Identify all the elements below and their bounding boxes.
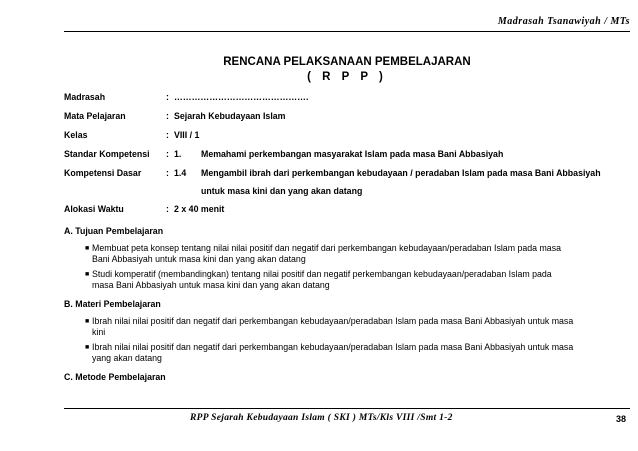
header-school-type: Madrasah Tsanawiyah / MTs — [497, 16, 630, 27]
sk-colon: : — [166, 149, 169, 159]
sk-number: 1. — [174, 149, 182, 159]
kd-number: 1.4 — [174, 168, 187, 178]
section-a-bullet-1 — [64, 243, 574, 265]
madrasah-label: Madrasah — [64, 92, 106, 102]
rpp-sections — [64, 226, 574, 389]
section-b-title: B. Materi Pembelajaran — [64, 299, 161, 309]
kelas-colon: : — [166, 130, 169, 140]
bullet-text: Ibrah nilai nilai positif dan negatif dari perkembangan kebudayaan/peradaban Islam pada masa Bani Abbasiyah untuk masa yang akan datang — [92, 342, 574, 363]
bullet-text: Ibrah nilai nilai positif dan negatif dari perkembangan kebudayaan/peradaban Islam pada masa Bani Abbasiyah untuk masa kini — [92, 316, 574, 337]
kd-text: Mengambil ibrah dari perkembangan kebudayaan / peradaban Islam pada masa Bani Abbasiyah untuk masa kini dan yang akan datang — [201, 168, 601, 196]
mapel-colon: : — [166, 111, 169, 121]
footer-text: RPP Sejarah Kebudayaan Islam ( SKI ) MTs/Kls VIII /Smt 1-2 — [190, 413, 453, 423]
section-b-bullet-2 — [64, 342, 574, 364]
title-line-2: ( R P P ) — [307, 71, 387, 83]
bullet-text: Studi komperatif (membandingkan) tentang nilai positif dan negatif perkembangan kebudayaan/peradaban Islam pada masa Bani Abbasiyah untuk masa kini dan yang akan datang — [92, 269, 552, 290]
title-line-1: RENCANA PELAKSANAAN PEMBELAJARAN — [223, 56, 471, 68]
madrasah-colon: : — [166, 92, 169, 102]
kd-label: Kompetensi Dasar — [64, 168, 142, 178]
section-a-title: A. Tujuan Pembelajaran — [64, 226, 164, 236]
identity-block — [64, 92, 634, 223]
kelas-label: Kelas — [64, 130, 88, 140]
section-c-title: C. Metode Pembelajaran — [64, 372, 166, 382]
row-madrasah — [64, 92, 634, 111]
sk-label: Standar Kompetensi — [64, 149, 150, 159]
kelas-value: VIII / 1 — [174, 130, 200, 140]
document-title — [64, 55, 630, 85]
bullet-square-icon: ■ — [85, 245, 90, 252]
row-alokasi-waktu — [64, 204, 634, 223]
madrasah-value: ………………………………………. — [174, 92, 309, 102]
bullet-text: Membuat peta konsep tentang nilai nilai positif dan negatif dari perkembangan kebudayaan/peradaban Islam pada masa Bani Abbasiyah untuk masa kini dan yang akan datang — [92, 243, 561, 264]
waktu-value: 2 x 40 menit — [174, 204, 225, 214]
waktu-label: Alokasi Waktu — [64, 204, 124, 214]
row-mata-pelajaran — [64, 111, 634, 130]
page-number: 38 — [615, 414, 626, 424]
footer-divider — [64, 408, 630, 409]
mapel-label: Mata Pelajaran — [64, 111, 126, 121]
sk-text: Memahami perkembangan masyarakat Islam pada masa Bani Abbasiyah — [201, 149, 504, 159]
bullet-square-icon: ■ — [85, 318, 90, 325]
kd-colon: : — [166, 168, 169, 178]
waktu-colon: : — [166, 204, 169, 214]
bullet-square-icon: ■ — [85, 271, 90, 278]
section-b-bullet-1 — [64, 316, 574, 338]
section-a-bullet-2 — [64, 269, 574, 291]
mapel-value: Sejarah Kebudayaan Islam — [174, 111, 286, 121]
bullet-square-icon: ■ — [85, 344, 90, 351]
header-divider — [64, 31, 630, 32]
row-kompetensi-dasar — [64, 168, 634, 204]
